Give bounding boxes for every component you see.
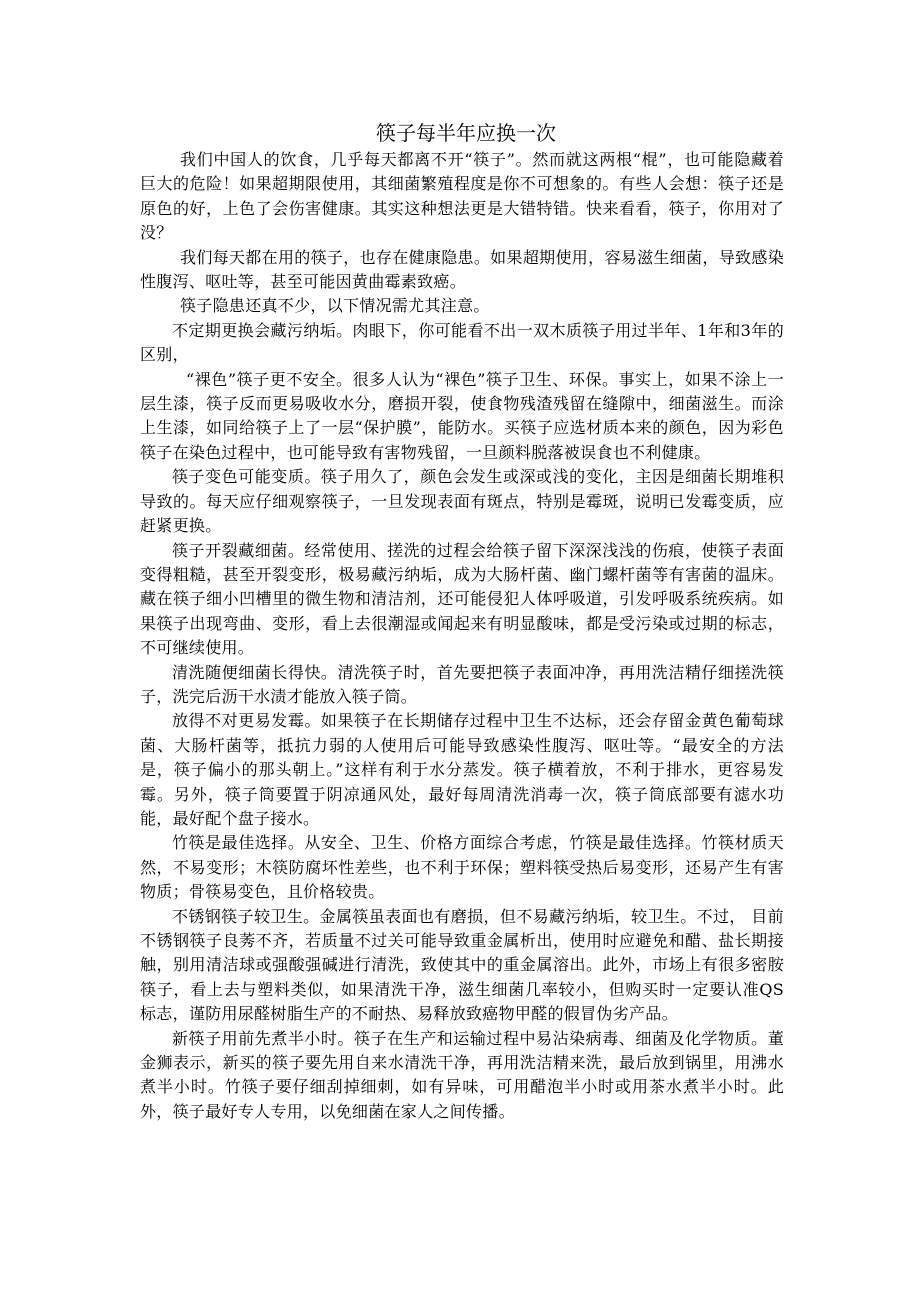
paragraph-cracks: 筷子开裂藏细菌。经常使用、搓洗的过程会给筷子留下深深浅浅的伤痕，使筷子表面变得粗糙，甚至开裂变形，极易藏污纳垢，成为大肠杆菌、幽门螺杆菌等有害菌的温床。藏在筷子细小凹槽里的微生物和清洁剂，还可能侵犯人体呼吸道，引发呼吸系统疾病。如果筷子出现弯曲、变形，看上去很潮湿或闻起来有明显酸味，都是受污染或过期的标志，不可继续使用。 <box>140 540 784 658</box>
paragraph-bare-color: “裸色”筷子更不安全。很多人认为“裸色”筷子卫生、环保。事实上，如果不涂上一层生漆，筷子反而更易吸收水分，磨损开裂，使食物残渣残留在缝隙中，细菌滋生。而涂上生漆，如同给筷子上了一层“保护膜”，能防水。买筷子应选材质本来的颜色，因为彩色筷子在染色过程中，也可能导致有害物残留，一旦颜料脱落被误食也不利健康。 <box>140 369 784 462</box>
paragraph-replace: 不定期更换会藏污纳垢。肉眼下，你可能看不出一双木质筷子用过半年、1年和3年的区别， <box>140 320 784 365</box>
paragraph-hazard: 我们每天都在用的筷子，也存在健康隐患。如果超期使用，容易滋生细菌，导致感染性腹泻、呕吐等，甚至可能因黄曲霉素致癌。 <box>140 247 784 292</box>
paragraph-steel: 不锈钢筷子较卫生。金属筷虽表面也有磨损，但不易藏污纳垢，较卫生。不过， 目前不锈钢筷子良莠不齐，若质量不过关可能导致重金属析出，使用时应避免和醋、盐长期接触，别用清洁球或强酸强碱进行清洗，致使其中的重金属溶出。此外，市场上有很多密胺筷子，看上去与塑料类似，如果清洗干净，滋生细菌几率较小，但购买时一定要认准QS标志，谨防用尿醛树脂生产的不耐热、易释放致癌物甲醛的假冒伪劣产品。 <box>140 906 784 1024</box>
paragraph-cleaning: 清洗随便细菌长得快。清洗筷子时，首先要把筷子表面冲净，再用洗洁精仔细搓洗筷子，洗完后沥干水渍才能放入筷子筒。 <box>140 662 784 706</box>
document-title: 筷子每半年应换一次 <box>376 121 556 145</box>
document-page <box>140 118 784 1124</box>
paragraph-discolor: 筷子变色可能变质。筷子用久了，颜色会发生或深或浅的变化，主因是细菌长期堆积导致的。每天应仔细观察筷子，一旦发现表面有斑点，特别是霉斑，说明已发霉变质，应赶紧更换。 <box>140 467 784 536</box>
paragraph-intro: 我们中国人的饮食，几乎每天都离不开“筷子”。然而就这两根“棍”，也可能隐藏着巨大的危险！如果超期限使用，其细菌繁殖程度是你不可想象的。有些人会想：筷子还是原色的好，上色了会伤害健康。其实这种想法更是大错特错。快来看看，筷子，你用对了没？ <box>140 150 784 243</box>
paragraph-notice: 筷子隐患还真不少，以下情况需尤其注意。 <box>180 296 490 316</box>
paragraph-new-chopsticks: 新筷子用前先煮半小时。筷子在生产和运输过程中易沾染病毒、细菌及化学物质。董金狮表示，新买的筷子要先用自来水清洗干净，再用洗洁精来洗，最后放到锅里，用沸水煮半小时。竹筷子要仔细刮掉细刺，如有异味，可用醋泡半小时或用茶水煮半小时。此外，筷子最好专人专用，以免细菌在家人之间传播。 <box>140 1028 784 1121</box>
paragraph-storage: 放得不对更易发霉。如果筷子在长期储存过程中卫生不达标，还会存留金黄色葡萄球菌、大肠杆菌等，抵抗力弱的人使用后可能导致感染性腹泻、呕吐等。“最安全的方法是，筷子偏小的那头朝上。”这样有利于水分蒸发。筷子横着放，不利于排水，更容易发霉。另外，筷子筒要置于阴凉通风处，最好每周清洗消毒一次，筷子筒底部要有滤水功能，最好配个盘子接水。 <box>140 711 784 828</box>
paragraph-bamboo: 竹筷是最佳选择。从安全、卫生、价格方面综合考虑，竹筷是最佳选择。竹筷材质天然，不易变形；木筷防腐坏性差些，也不利于环保；塑料筷受热后易变形，还易产生有害物质；骨筷易变色，且价格较贵。 <box>140 833 784 902</box>
